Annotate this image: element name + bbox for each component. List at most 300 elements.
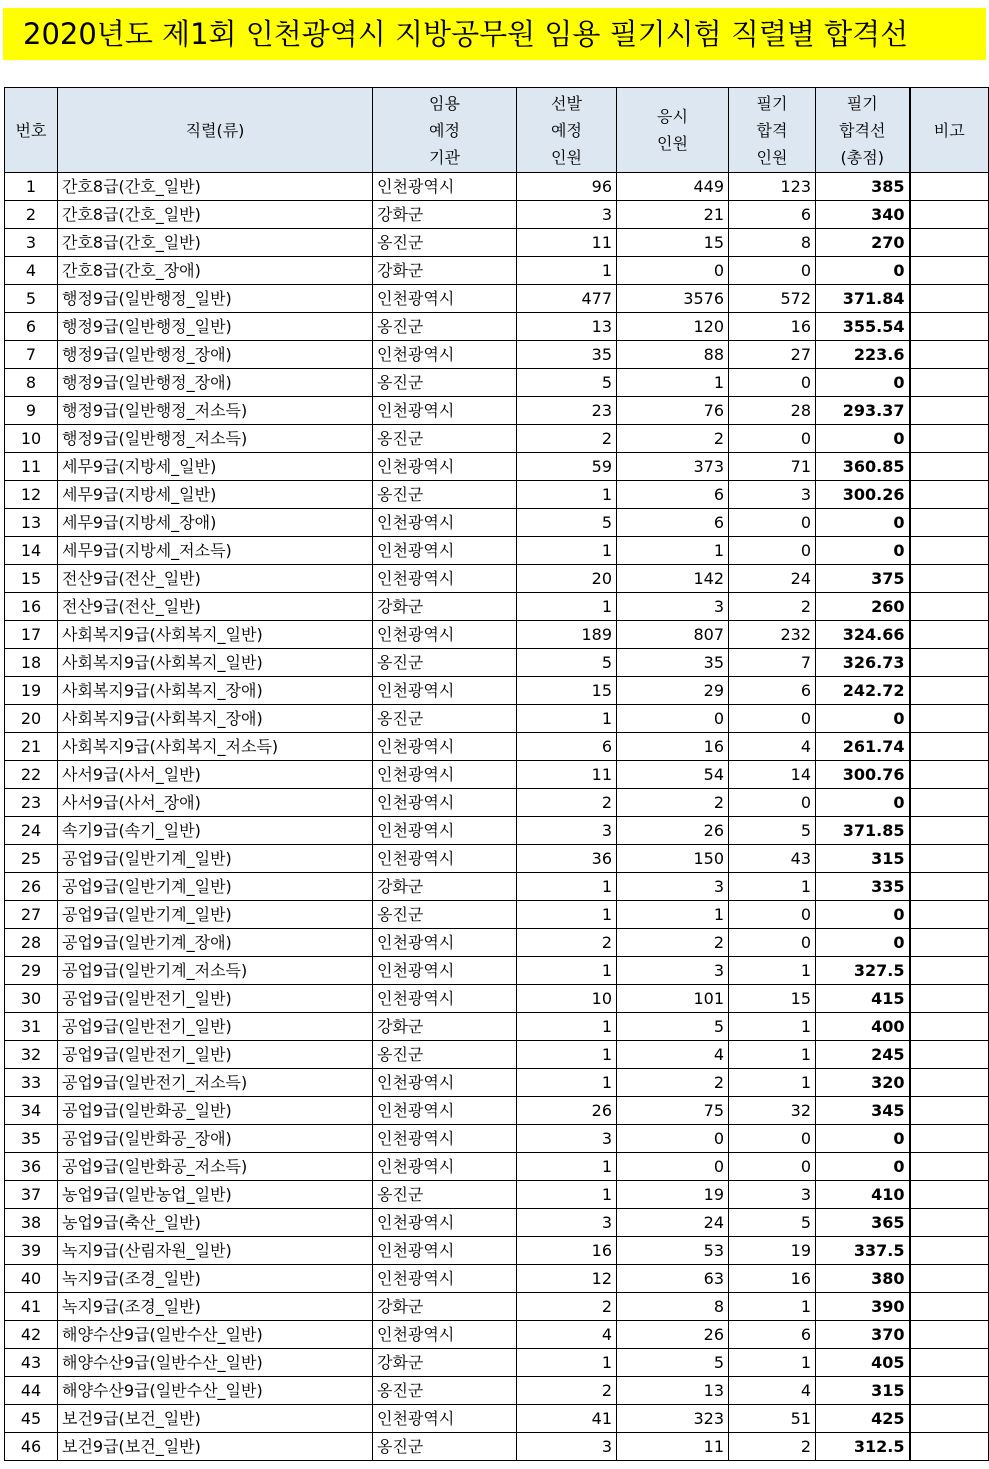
cell-cutoff: 371.85 bbox=[816, 817, 910, 845]
cell-no: 32 bbox=[5, 1041, 58, 1069]
header-line: 임용 bbox=[429, 93, 460, 113]
cell-passed: 1 bbox=[729, 1293, 816, 1321]
table-row bbox=[5, 1265, 989, 1293]
cell-cutoff: 0 bbox=[816, 929, 910, 957]
header-line: 비고 bbox=[933, 120, 965, 140]
cell-no: 2 bbox=[5, 201, 58, 229]
cell-job: 행정9급(일반행정_일반) bbox=[58, 285, 373, 313]
cell-planned: 4 bbox=[517, 1321, 617, 1349]
cell-cutoff: 293.37 bbox=[816, 397, 910, 425]
cell-no: 25 bbox=[5, 845, 58, 873]
table-row bbox=[5, 789, 989, 817]
cell-planned: 13 bbox=[517, 313, 617, 341]
cell-applicants: 1 bbox=[617, 901, 729, 929]
header-line: 인원 bbox=[657, 134, 688, 153]
cell-passed: 0 bbox=[729, 929, 816, 957]
cell-applicants: 15 bbox=[617, 229, 729, 257]
header-line: 예정 bbox=[551, 120, 582, 140]
table-row bbox=[5, 313, 989, 341]
cell-note bbox=[910, 453, 989, 481]
cell-planned: 5 bbox=[517, 369, 617, 397]
cell-note bbox=[910, 1377, 989, 1405]
cell-cutoff: 410 bbox=[816, 1181, 910, 1209]
cell-no: 28 bbox=[5, 929, 58, 957]
cell-agency: 옹진군 bbox=[373, 481, 517, 509]
cell-job: 세무9급(지방세_장애) bbox=[58, 509, 373, 537]
header-applicants bbox=[617, 88, 729, 173]
cell-note bbox=[910, 705, 989, 733]
cell-planned: 189 bbox=[517, 621, 617, 649]
cell-applicants: 21 bbox=[617, 201, 729, 229]
cell-no: 11 bbox=[5, 453, 58, 481]
cell-cutoff: 312.5 bbox=[816, 1433, 910, 1461]
cell-note bbox=[910, 621, 989, 649]
cell-cutoff: 380 bbox=[816, 1265, 910, 1293]
cell-no: 45 bbox=[5, 1405, 58, 1433]
cell-no: 24 bbox=[5, 817, 58, 845]
cell-agency: 강화군 bbox=[373, 873, 517, 901]
cell-no: 16 bbox=[5, 593, 58, 621]
cell-note bbox=[910, 425, 989, 453]
cell-cutoff: 0 bbox=[816, 509, 910, 537]
cell-agency: 옹진군 bbox=[373, 1433, 517, 1461]
cell-job: 행정9급(일반행정_일반) bbox=[58, 313, 373, 341]
cell-note bbox=[910, 285, 989, 313]
cell-agency: 인천광역시 bbox=[373, 397, 517, 425]
cell-job: 공업9급(일반화공_저소득) bbox=[58, 1153, 373, 1181]
table-row bbox=[5, 957, 989, 985]
cell-note bbox=[910, 201, 989, 229]
cell-agency: 옹진군 bbox=[373, 425, 517, 453]
cutoff-table bbox=[4, 87, 989, 1461]
table-row bbox=[5, 1209, 989, 1237]
table-header-row bbox=[5, 88, 989, 173]
cell-note bbox=[910, 957, 989, 985]
table-row bbox=[5, 845, 989, 873]
cell-planned: 5 bbox=[517, 649, 617, 677]
cell-agency: 인천광역시 bbox=[373, 789, 517, 817]
table-row bbox=[5, 677, 989, 705]
cell-cutoff: 0 bbox=[816, 425, 910, 453]
cell-agency: 인천광역시 bbox=[373, 733, 517, 761]
cell-no: 38 bbox=[5, 1209, 58, 1237]
cell-no: 14 bbox=[5, 537, 58, 565]
cell-planned: 35 bbox=[517, 341, 617, 369]
cell-note bbox=[910, 481, 989, 509]
cell-applicants: 373 bbox=[617, 453, 729, 481]
cell-agency: 인천광역시 bbox=[373, 565, 517, 593]
cell-cutoff: 0 bbox=[816, 1125, 910, 1153]
cell-applicants: 0 bbox=[617, 705, 729, 733]
table-row bbox=[5, 1069, 989, 1097]
cell-no: 1 bbox=[5, 173, 58, 201]
cell-passed: 0 bbox=[729, 901, 816, 929]
cell-note bbox=[910, 341, 989, 369]
table-row bbox=[5, 1293, 989, 1321]
cell-job: 사서9급(사서_일반) bbox=[58, 761, 373, 789]
cell-no: 42 bbox=[5, 1321, 58, 1349]
cell-passed: 0 bbox=[729, 705, 816, 733]
cell-job: 공업9급(일반전기_일반) bbox=[58, 1013, 373, 1041]
cell-cutoff: 0 bbox=[816, 257, 910, 285]
header-line: 응시 bbox=[657, 107, 688, 126]
cell-cutoff: 245 bbox=[816, 1041, 910, 1069]
cell-agency: 인천광역시 bbox=[373, 761, 517, 789]
cell-planned: 1 bbox=[517, 1069, 617, 1097]
cell-passed: 27 bbox=[729, 341, 816, 369]
cell-note bbox=[910, 313, 989, 341]
cell-no: 18 bbox=[5, 649, 58, 677]
cell-no: 26 bbox=[5, 873, 58, 901]
cell-job: 세무9급(지방세_일반) bbox=[58, 453, 373, 481]
cell-applicants: 5 bbox=[617, 1349, 729, 1377]
cell-no: 29 bbox=[5, 957, 58, 985]
cell-planned: 96 bbox=[517, 173, 617, 201]
cell-planned: 1 bbox=[517, 537, 617, 565]
table-row bbox=[5, 509, 989, 537]
cell-agency: 인천광역시 bbox=[373, 1237, 517, 1265]
cell-passed: 6 bbox=[729, 1321, 816, 1349]
cell-planned: 41 bbox=[517, 1405, 617, 1433]
cell-planned: 2 bbox=[517, 1293, 617, 1321]
cell-job: 전산9급(전산_일반) bbox=[58, 593, 373, 621]
cell-planned: 2 bbox=[517, 929, 617, 957]
cell-applicants: 449 bbox=[617, 173, 729, 201]
cell-job: 간호8급(간호_일반) bbox=[58, 173, 373, 201]
cell-applicants: 35 bbox=[617, 649, 729, 677]
cell-applicants: 0 bbox=[617, 1153, 729, 1181]
table-row bbox=[5, 1433, 989, 1461]
cell-planned: 3 bbox=[517, 1209, 617, 1237]
table-row bbox=[5, 481, 989, 509]
cell-note bbox=[910, 1013, 989, 1041]
cell-cutoff: 261.74 bbox=[816, 733, 910, 761]
cell-planned: 1 bbox=[517, 705, 617, 733]
cell-applicants: 3 bbox=[617, 593, 729, 621]
cell-passed: 0 bbox=[729, 509, 816, 537]
cell-passed: 123 bbox=[729, 173, 816, 201]
table-row bbox=[5, 929, 989, 957]
cell-passed: 3 bbox=[729, 481, 816, 509]
table-row bbox=[5, 985, 989, 1013]
cell-no: 7 bbox=[5, 341, 58, 369]
cell-no: 15 bbox=[5, 565, 58, 593]
cell-applicants: 53 bbox=[617, 1237, 729, 1265]
header-line: 합격선 bbox=[839, 120, 886, 140]
cell-note bbox=[910, 761, 989, 789]
cell-planned: 1 bbox=[517, 1041, 617, 1069]
cell-job: 녹지9급(조경_일반) bbox=[58, 1265, 373, 1293]
cell-job: 간호8급(간호_장애) bbox=[58, 257, 373, 285]
table-row bbox=[5, 873, 989, 901]
header-line: 기관 bbox=[429, 147, 460, 167]
header-note bbox=[910, 88, 989, 173]
cell-passed: 15 bbox=[729, 985, 816, 1013]
header-no bbox=[5, 88, 58, 173]
cell-passed: 572 bbox=[729, 285, 816, 313]
cell-note bbox=[910, 1153, 989, 1181]
header-agency bbox=[373, 88, 517, 173]
cell-passed: 0 bbox=[729, 789, 816, 817]
cell-passed: 232 bbox=[729, 621, 816, 649]
cell-passed: 5 bbox=[729, 817, 816, 845]
cell-agency: 인천광역시 bbox=[373, 929, 517, 957]
cell-applicants: 1 bbox=[617, 537, 729, 565]
cell-no: 5 bbox=[5, 285, 58, 313]
cell-planned: 1 bbox=[517, 1013, 617, 1041]
cell-agency: 인천광역시 bbox=[373, 1265, 517, 1293]
cell-agency: 강화군 bbox=[373, 201, 517, 229]
cell-no: 46 bbox=[5, 1433, 58, 1461]
cell-note bbox=[910, 1405, 989, 1433]
cell-planned: 2 bbox=[517, 789, 617, 817]
cell-cutoff: 260 bbox=[816, 593, 910, 621]
cell-applicants: 2 bbox=[617, 929, 729, 957]
table-row bbox=[5, 1097, 989, 1125]
table-row bbox=[5, 173, 989, 201]
cell-note bbox=[910, 1041, 989, 1069]
cell-agency: 인천광역시 bbox=[373, 985, 517, 1013]
cell-job: 공업9급(일반전기_저소득) bbox=[58, 1069, 373, 1097]
table-row bbox=[5, 1377, 989, 1405]
cell-job: 행정9급(일반행정_저소득) bbox=[58, 425, 373, 453]
header-line: (총점) bbox=[840, 147, 884, 167]
cell-job: 보건9급(보건_일반) bbox=[58, 1405, 373, 1433]
cell-passed: 0 bbox=[729, 425, 816, 453]
table-row bbox=[5, 425, 989, 453]
cell-agency: 인천광역시 bbox=[373, 453, 517, 481]
table-row bbox=[5, 817, 989, 845]
cell-no: 39 bbox=[5, 1237, 58, 1265]
header-line: 선발 bbox=[551, 93, 582, 113]
cell-planned: 1 bbox=[517, 957, 617, 985]
cell-cutoff: 370 bbox=[816, 1321, 910, 1349]
cell-no: 22 bbox=[5, 761, 58, 789]
cell-cutoff: 324.66 bbox=[816, 621, 910, 649]
cell-passed: 24 bbox=[729, 565, 816, 593]
cell-planned: 1 bbox=[517, 1349, 617, 1377]
cell-job: 농업9급(일반농업_일반) bbox=[58, 1181, 373, 1209]
cell-planned: 16 bbox=[517, 1237, 617, 1265]
cell-passed: 2 bbox=[729, 593, 816, 621]
cell-applicants: 19 bbox=[617, 1181, 729, 1209]
cell-no: 44 bbox=[5, 1377, 58, 1405]
cell-agency: 인천광역시 bbox=[373, 1097, 517, 1125]
cell-job: 공업9급(일반화공_일반) bbox=[58, 1097, 373, 1125]
cell-note bbox=[910, 173, 989, 201]
cell-no: 36 bbox=[5, 1153, 58, 1181]
cell-planned: 1 bbox=[517, 593, 617, 621]
table-row bbox=[5, 369, 989, 397]
cell-planned: 26 bbox=[517, 1097, 617, 1125]
cell-no: 3 bbox=[5, 229, 58, 257]
cell-job: 공업9급(일반기계_장애) bbox=[58, 929, 373, 957]
cell-agency: 인천광역시 bbox=[373, 1321, 517, 1349]
header-line: 필기 bbox=[846, 93, 878, 113]
cell-passed: 28 bbox=[729, 397, 816, 425]
table-row bbox=[5, 1013, 989, 1041]
cell-job: 사회복지9급(사회복지_장애) bbox=[58, 705, 373, 733]
table-row bbox=[5, 257, 989, 285]
table-row bbox=[5, 565, 989, 593]
cell-planned: 12 bbox=[517, 1265, 617, 1293]
cell-cutoff: 337.5 bbox=[816, 1237, 910, 1265]
cell-no: 34 bbox=[5, 1097, 58, 1125]
cell-agency: 인천광역시 bbox=[373, 845, 517, 873]
cell-planned: 11 bbox=[517, 229, 617, 257]
cell-cutoff: 0 bbox=[816, 537, 910, 565]
cell-agency: 인천광역시 bbox=[373, 1405, 517, 1433]
cell-job: 사회복지9급(사회복지_장애) bbox=[58, 677, 373, 705]
cell-agency: 인천광역시 bbox=[373, 1209, 517, 1237]
cell-note bbox=[910, 1125, 989, 1153]
cell-passed: 1 bbox=[729, 1069, 816, 1097]
cell-planned: 1 bbox=[517, 873, 617, 901]
cell-applicants: 13 bbox=[617, 1377, 729, 1405]
cell-planned: 2 bbox=[517, 1377, 617, 1405]
cell-job: 농업9급(축산_일반) bbox=[58, 1209, 373, 1237]
table-row bbox=[5, 705, 989, 733]
cell-passed: 0 bbox=[729, 537, 816, 565]
cell-no: 17 bbox=[5, 621, 58, 649]
cell-cutoff: 223.6 bbox=[816, 341, 910, 369]
cell-agency: 옹진군 bbox=[373, 313, 517, 341]
cell-job: 공업9급(일반기계_저소득) bbox=[58, 957, 373, 985]
cell-note bbox=[910, 537, 989, 565]
cell-applicants: 63 bbox=[617, 1265, 729, 1293]
cell-agency: 강화군 bbox=[373, 257, 517, 285]
table-row bbox=[5, 229, 989, 257]
cell-note bbox=[910, 1265, 989, 1293]
cell-cutoff: 340 bbox=[816, 201, 910, 229]
cell-applicants: 807 bbox=[617, 621, 729, 649]
cell-cutoff: 365 bbox=[816, 1209, 910, 1237]
cell-applicants: 2 bbox=[617, 789, 729, 817]
cell-note bbox=[910, 901, 989, 929]
cell-planned: 1 bbox=[517, 1153, 617, 1181]
header-line: 인원 bbox=[756, 147, 788, 167]
cell-note bbox=[910, 985, 989, 1013]
cell-planned: 3 bbox=[517, 1433, 617, 1461]
cell-planned: 477 bbox=[517, 285, 617, 313]
cell-job: 속기9급(속기_일반) bbox=[58, 817, 373, 845]
cell-cutoff: 0 bbox=[816, 705, 910, 733]
cell-agency: 옹진군 bbox=[373, 705, 517, 733]
cell-no: 27 bbox=[5, 901, 58, 929]
cell-passed: 6 bbox=[729, 677, 816, 705]
cell-note bbox=[910, 1097, 989, 1125]
cell-job: 녹지9급(산림자원_일반) bbox=[58, 1237, 373, 1265]
cell-agency: 인천광역시 bbox=[373, 677, 517, 705]
table-row bbox=[5, 1181, 989, 1209]
cell-passed: 1 bbox=[729, 1349, 816, 1377]
cell-applicants: 150 bbox=[617, 845, 729, 873]
cell-applicants: 101 bbox=[617, 985, 729, 1013]
cell-job: 해양수산9급(일반수산_일반) bbox=[58, 1377, 373, 1405]
cell-no: 13 bbox=[5, 509, 58, 537]
cell-job: 사서9급(사서_장애) bbox=[58, 789, 373, 817]
cell-cutoff: 327.5 bbox=[816, 957, 910, 985]
cell-note bbox=[910, 1069, 989, 1097]
cell-applicants: 5 bbox=[617, 1013, 729, 1041]
cell-no: 41 bbox=[5, 1293, 58, 1321]
header-passed bbox=[729, 88, 816, 173]
cell-applicants: 11 bbox=[617, 1433, 729, 1461]
cell-planned: 3 bbox=[517, 1125, 617, 1153]
cell-passed: 14 bbox=[729, 761, 816, 789]
cell-passed: 51 bbox=[729, 1405, 816, 1433]
table-row bbox=[5, 1041, 989, 1069]
cell-planned: 59 bbox=[517, 453, 617, 481]
cell-applicants: 29 bbox=[617, 677, 729, 705]
cell-no: 23 bbox=[5, 789, 58, 817]
cell-passed: 0 bbox=[729, 1153, 816, 1181]
cell-applicants: 88 bbox=[617, 341, 729, 369]
cell-no: 10 bbox=[5, 425, 58, 453]
cell-applicants: 75 bbox=[617, 1097, 729, 1125]
cell-agency: 인천광역시 bbox=[373, 285, 517, 313]
cell-no: 43 bbox=[5, 1349, 58, 1377]
cell-no: 20 bbox=[5, 705, 58, 733]
cell-note bbox=[910, 1321, 989, 1349]
page-title: 2020년도 제1회 인천광역시 지방공무원 임용 필기시험 직렬별 합격선 bbox=[3, 8, 986, 60]
cell-job: 전산9급(전산_일반) bbox=[58, 565, 373, 593]
cell-job: 공업9급(일반전기_일반) bbox=[58, 985, 373, 1013]
cell-applicants: 24 bbox=[617, 1209, 729, 1237]
cell-note bbox=[910, 1237, 989, 1265]
cell-agency: 인천광역시 bbox=[373, 509, 517, 537]
cell-agency: 옹진군 bbox=[373, 1377, 517, 1405]
cell-note bbox=[910, 649, 989, 677]
cell-agency: 인천광역시 bbox=[373, 341, 517, 369]
cell-job: 사회복지9급(사회복지_일반) bbox=[58, 649, 373, 677]
cell-applicants: 0 bbox=[617, 1125, 729, 1153]
cell-agency: 인천광역시 bbox=[373, 957, 517, 985]
cell-agency: 인천광역시 bbox=[373, 1153, 517, 1181]
table-row bbox=[5, 537, 989, 565]
cell-planned: 23 bbox=[517, 397, 617, 425]
table-row bbox=[5, 1153, 989, 1181]
cell-note bbox=[910, 1349, 989, 1377]
cell-job: 세무9급(지방세_저소득) bbox=[58, 537, 373, 565]
cell-agency: 인천광역시 bbox=[373, 817, 517, 845]
cell-cutoff: 300.76 bbox=[816, 761, 910, 789]
cell-note bbox=[910, 845, 989, 873]
cell-cutoff: 0 bbox=[816, 369, 910, 397]
cell-planned: 1 bbox=[517, 901, 617, 929]
cell-cutoff: 300.26 bbox=[816, 481, 910, 509]
cell-no: 40 bbox=[5, 1265, 58, 1293]
cell-applicants: 16 bbox=[617, 733, 729, 761]
cell-job: 사회복지9급(사회복지_저소득) bbox=[58, 733, 373, 761]
cell-job: 공업9급(일반전기_일반) bbox=[58, 1041, 373, 1069]
cell-cutoff: 390 bbox=[816, 1293, 910, 1321]
table-row bbox=[5, 397, 989, 425]
table-row bbox=[5, 649, 989, 677]
cell-note bbox=[910, 789, 989, 817]
cell-planned: 11 bbox=[517, 761, 617, 789]
cell-applicants: 323 bbox=[617, 1405, 729, 1433]
table-row bbox=[5, 1125, 989, 1153]
cell-applicants: 3 bbox=[617, 873, 729, 901]
cell-job: 해양수산9급(일반수산_일반) bbox=[58, 1321, 373, 1349]
cell-agency: 옹진군 bbox=[373, 901, 517, 929]
cell-cutoff: 0 bbox=[816, 901, 910, 929]
cell-planned: 1 bbox=[517, 257, 617, 285]
table-row bbox=[5, 621, 989, 649]
cell-cutoff: 345 bbox=[816, 1097, 910, 1125]
header-line: 합격 bbox=[756, 120, 788, 140]
